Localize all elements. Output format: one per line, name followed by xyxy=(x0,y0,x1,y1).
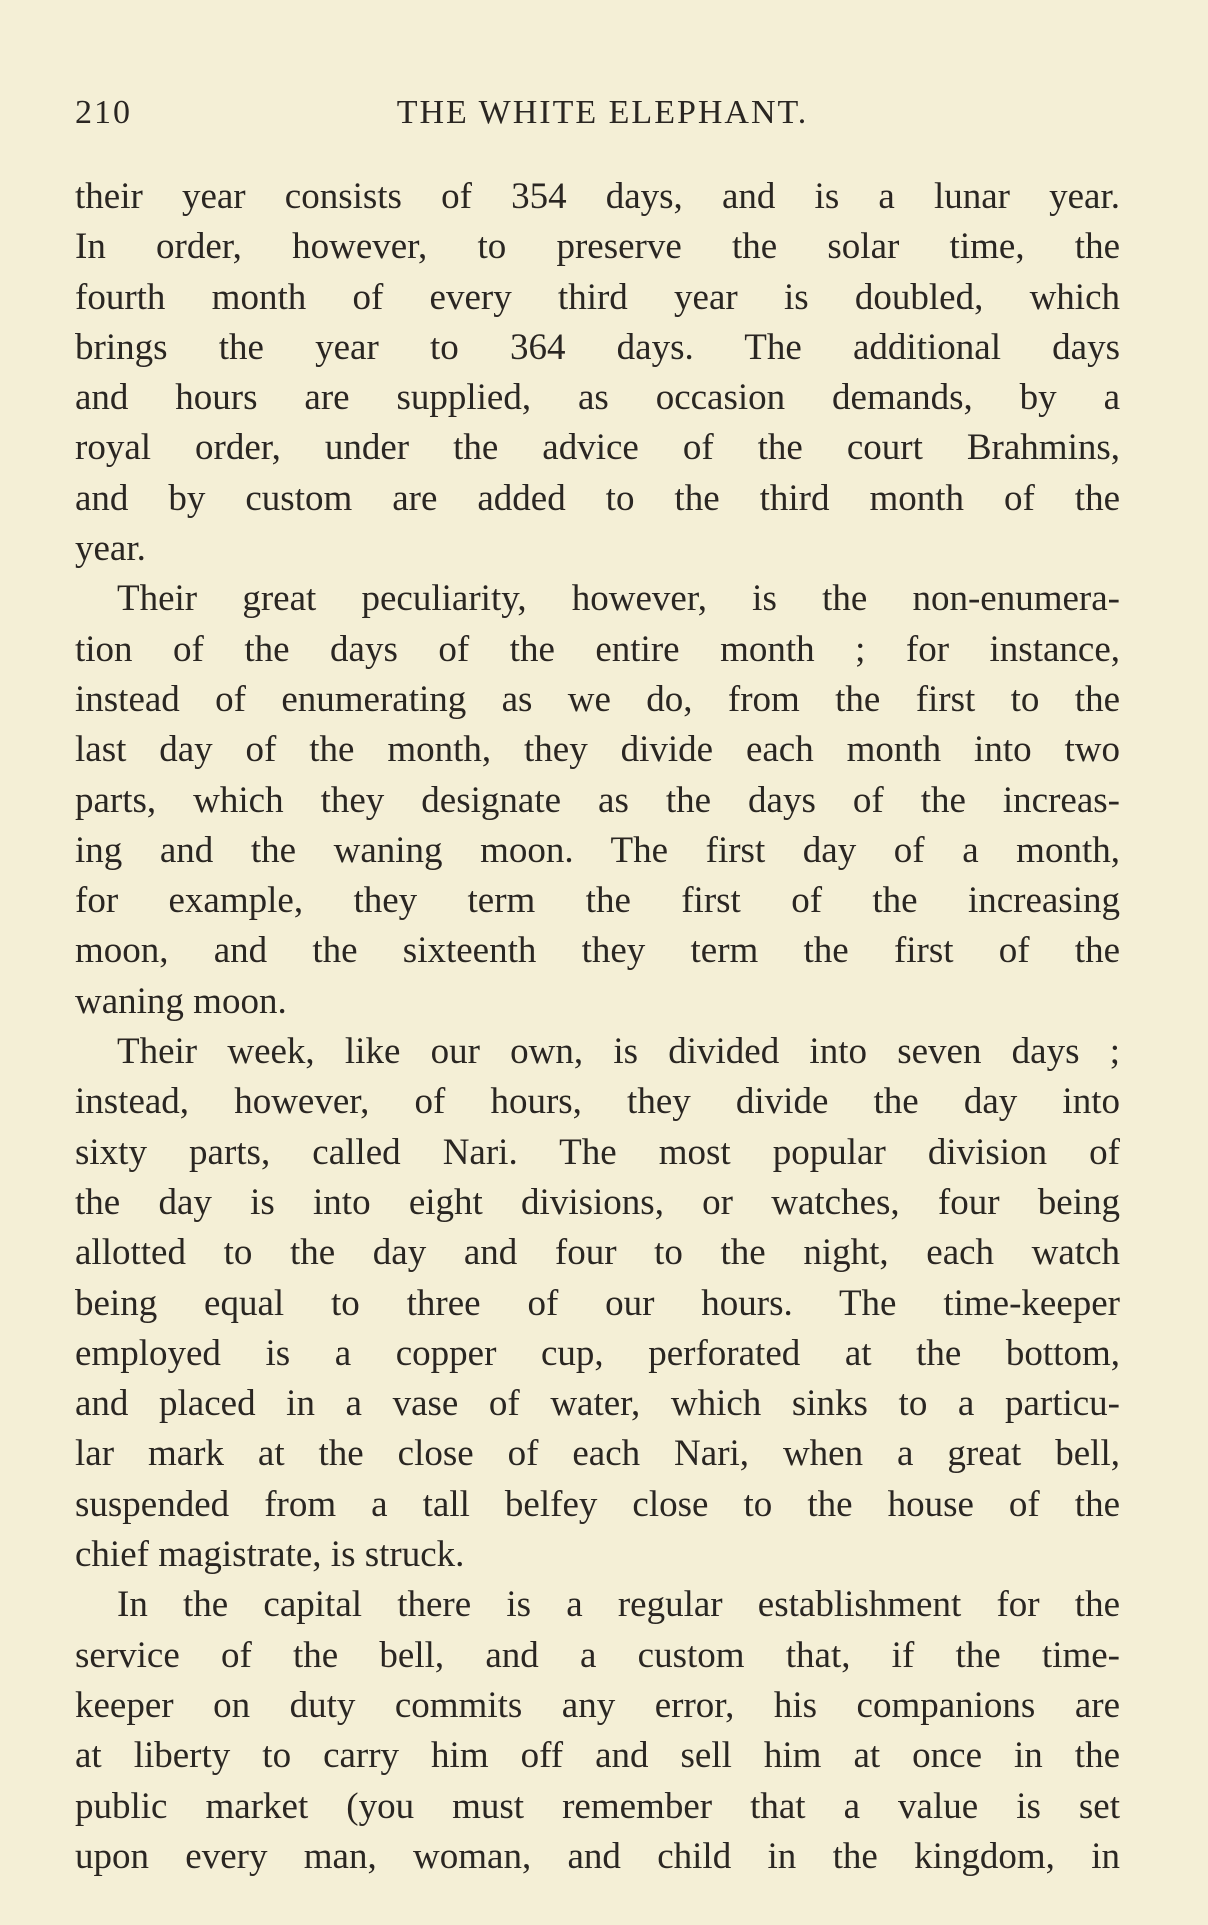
text-line: sixty parts, called Nari. The most popular division of xyxy=(75,1131,1120,1173)
text-line: upon every man, woman, and child in the kingdom, in xyxy=(75,1835,1120,1877)
text-line: at liberty to carry him off and sell him at once in the xyxy=(75,1735,1120,1777)
text-line: Their great peculiarity, however, is the non-enumera- xyxy=(117,578,1120,620)
running-title: THE WHITE ELEPHANT. xyxy=(396,94,809,131)
text-line: Their week, like our own, is divided into seven days ; xyxy=(117,1031,1120,1073)
text-line: service of the bell, and a custom that, if the time- xyxy=(75,1634,1120,1676)
text-line: ing and the waning moon. The first day of a month, xyxy=(75,829,1120,871)
text-line: allotted to the day and four to the night, each watch xyxy=(75,1232,1120,1274)
text-line: chief magistrate, is struck. xyxy=(75,1534,465,1576)
text-line: instead, however, of hours, they divide the day into xyxy=(75,1081,1120,1123)
paragraph xyxy=(75,1580,1120,1882)
text-line: their year consists of 354 days, and is a lunar year. xyxy=(75,176,1120,217)
page-number: 210 xyxy=(75,94,132,131)
text-line: instead of enumerating as we do, from the first to the xyxy=(75,678,1120,720)
text-line: and placed in a vase of water, which sinks to a particu- xyxy=(75,1383,1120,1425)
text-line: year. xyxy=(75,528,146,570)
text-line: public market (you must remember that a value is set xyxy=(75,1785,1120,1827)
text-line: royal order, under the advice of the court Brahmins, xyxy=(75,427,1120,469)
text-line: keeper on duty commits any error, his companions are xyxy=(75,1684,1120,1726)
text-line: being equal to three of our hours. The time-keeper xyxy=(75,1282,1120,1324)
text-line: brings the year to 364 days. The additional days xyxy=(75,326,1120,368)
paragraph xyxy=(75,1027,1120,1580)
text-line: In the capital there is a regular establishment for the xyxy=(117,1584,1120,1626)
text-line: suspended from a tall belfey close to the house of the xyxy=(75,1483,1120,1525)
text-line: fourth month of every third year is doubled, which xyxy=(75,276,1120,318)
text-line: moon, and the sixteenth they term the first of the xyxy=(75,930,1120,972)
text-line: lar mark at the close of each Nari, when a great bell, xyxy=(75,1433,1120,1475)
body-text xyxy=(75,172,1120,1882)
text-line: waning moon. xyxy=(75,980,287,1022)
text-line: In order, however, to preserve the solar time, the xyxy=(75,226,1120,268)
text-line: for example, they term the first of the increasing xyxy=(75,880,1120,922)
text-line: employed is a copper cup, perforated at the bottom, xyxy=(75,1332,1120,1374)
text-line: and hours are supplied, as occasion demands, by a xyxy=(75,377,1120,419)
text-line: parts, which they designate as the days of the increas- xyxy=(75,779,1120,821)
paragraph xyxy=(75,172,1120,574)
text-line: tion of the days of the entire month ; for instance, xyxy=(75,628,1120,670)
paragraph xyxy=(75,574,1120,1027)
running-head xyxy=(75,94,1120,144)
text-line: the day is into eight divisions, or watches, four being xyxy=(75,1181,1120,1223)
text-line: last day of the month, they divide each month into two xyxy=(75,729,1120,771)
text-line: and by custom are added to the third month of the xyxy=(75,477,1120,519)
